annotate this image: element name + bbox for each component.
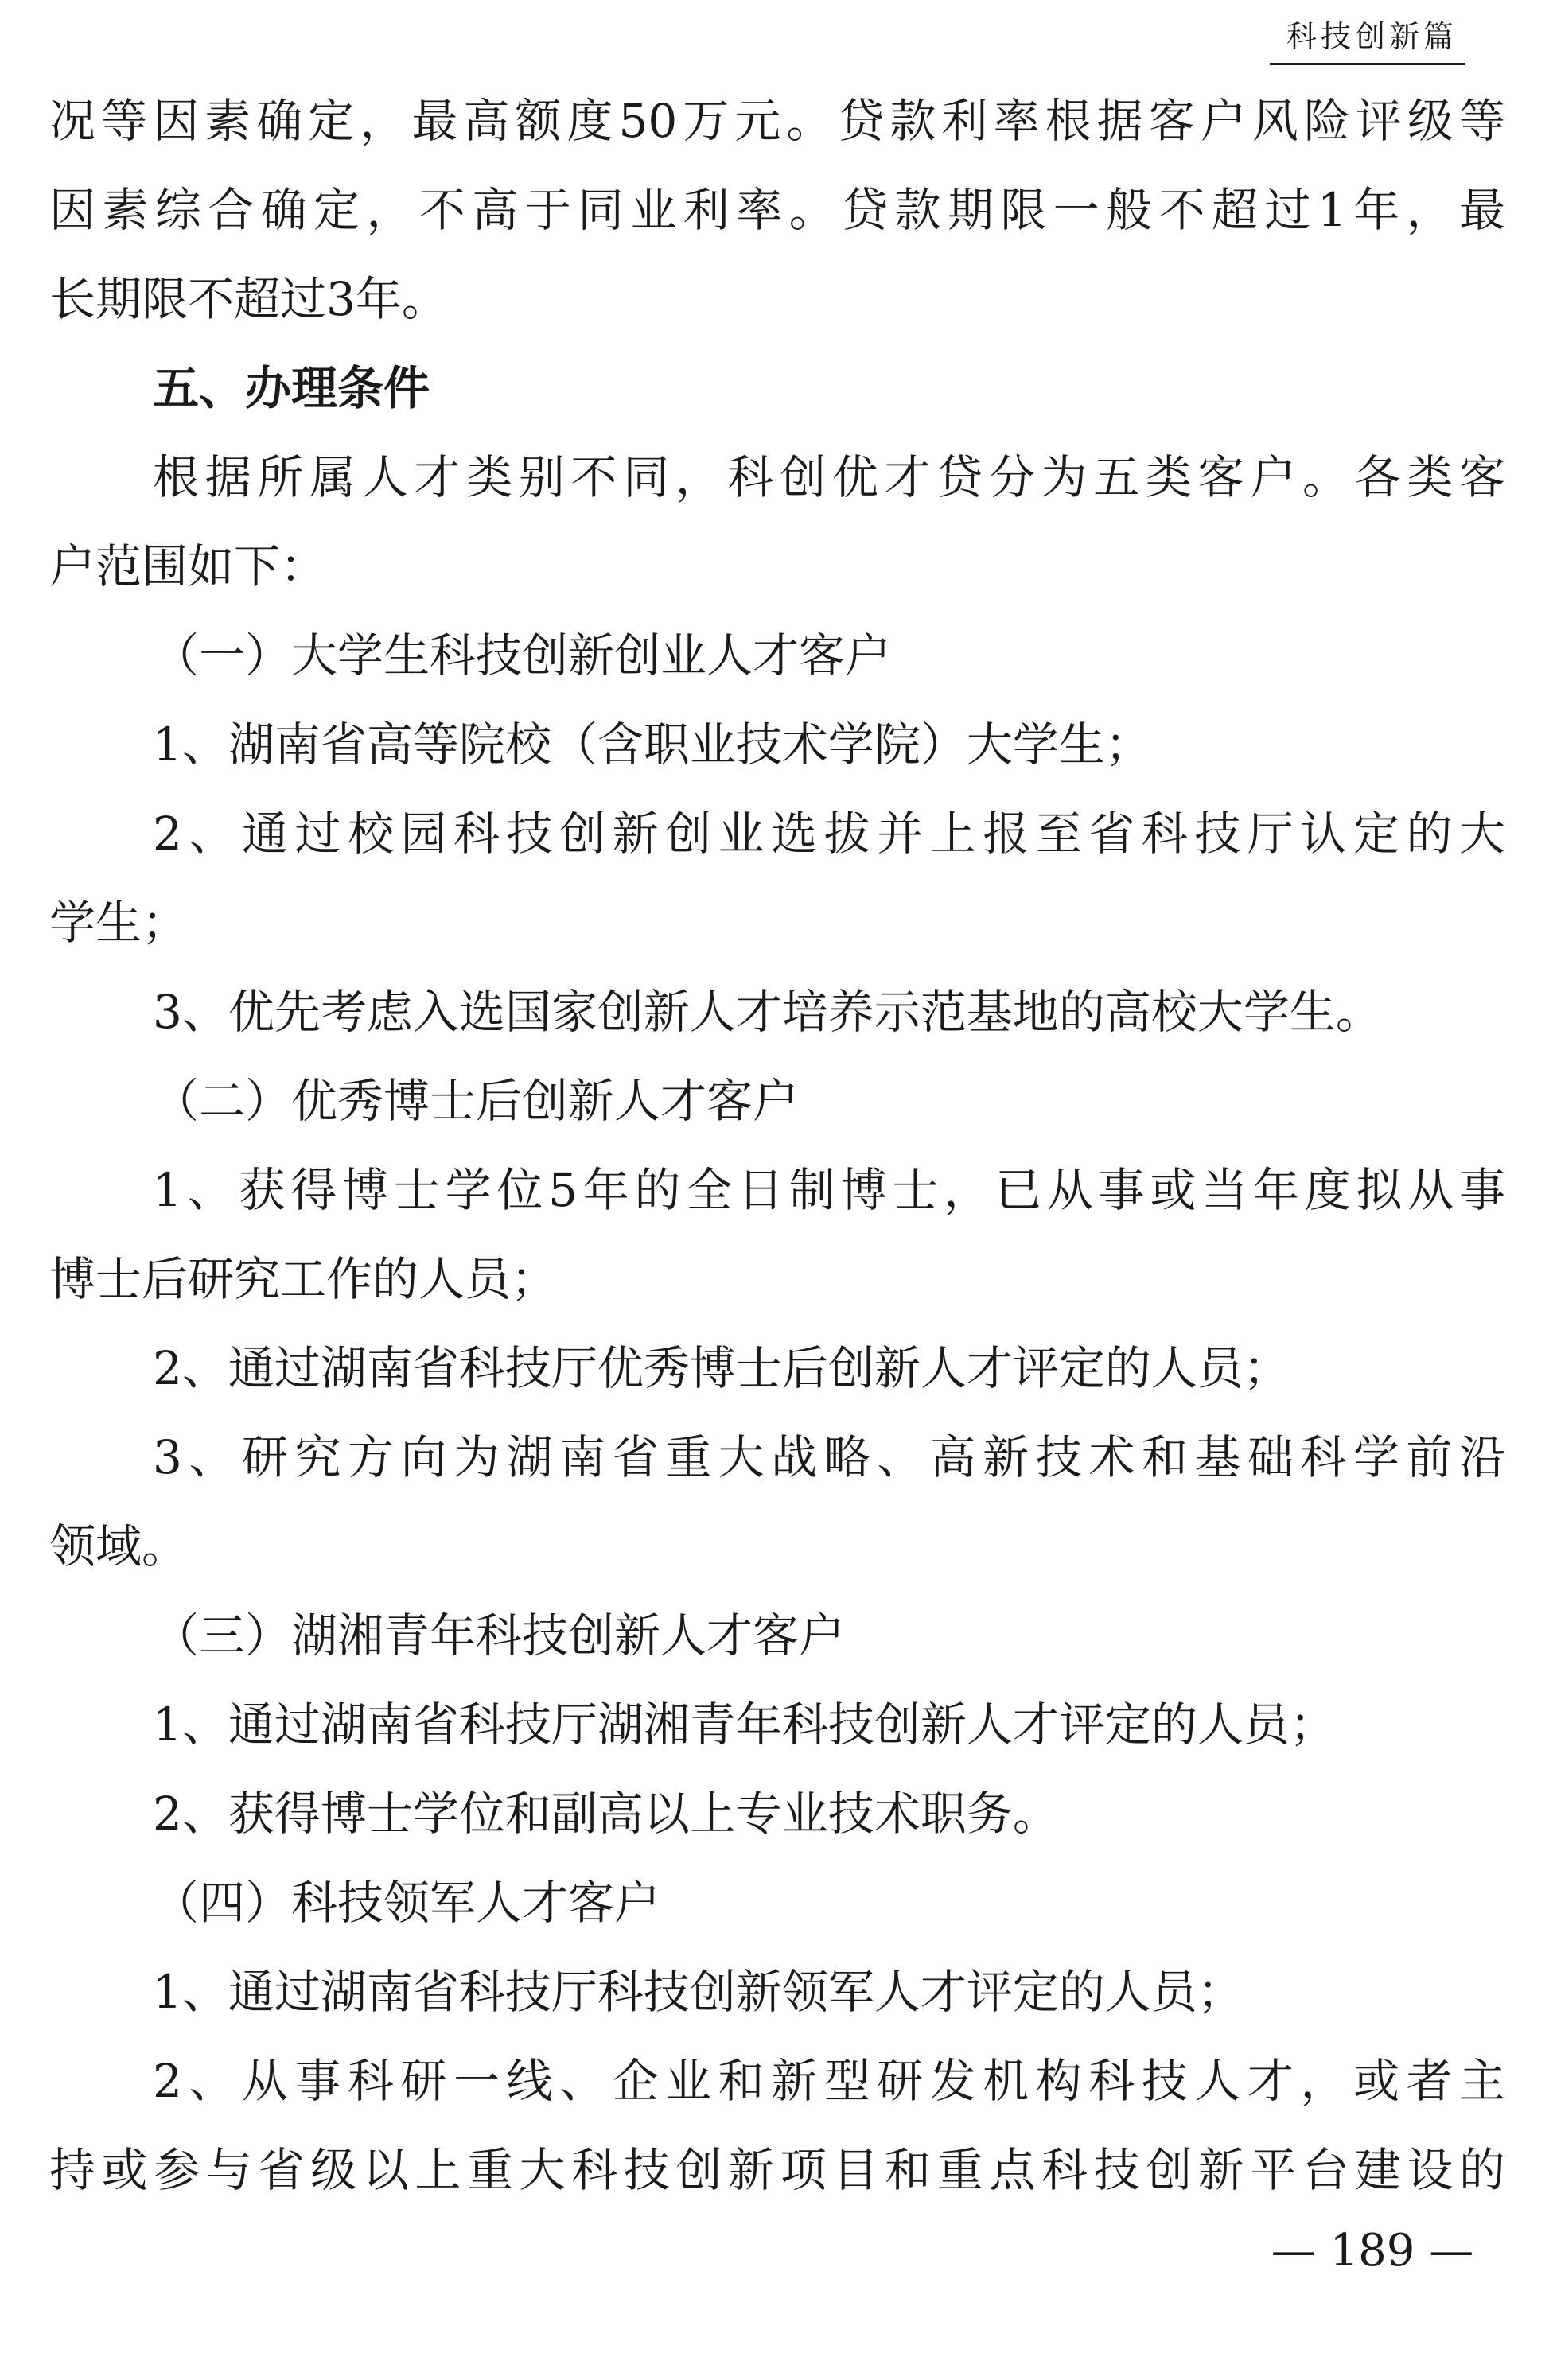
list-item: 1、湖南省高等院校（含职业技术学院）大学生；	[153, 718, 1151, 772]
list-item: 2、从事科研一线、企业和新型研发机构科技人才，或者主	[153, 2054, 1505, 2108]
body-line: 况等因素确定，最高额度50万元。贷款利率根据客户风险评级等	[49, 94, 1505, 148]
list-item-continuation: 领域。	[49, 1519, 189, 1573]
subsection-heading: （三）湖湘青年科技创新人才客户	[153, 1608, 846, 1662]
list-item-continuation: 学生；	[49, 896, 189, 950]
page-number: — 189 —	[1271, 2225, 1474, 2277]
list-item: 3、优先考虑入选国家创新人才培养示范基地的高校大学生。	[153, 985, 1382, 1039]
section-title: 科技创新篇	[1286, 19, 1458, 54]
list-item: 2、通过校园科技创新创业选拔并上报至省科技厅认定的大	[153, 807, 1505, 861]
list-item-continuation: 持或参与省级以上重大科技创新项目和重点科技创新平台建设的	[49, 2143, 1505, 2197]
body-line: 根据所属人才类别不同，科创优才贷分为五类客户。各类客	[153, 450, 1505, 504]
subsection-heading: （二）优秀博士后创新人才客户	[153, 1074, 800, 1128]
running-header	[1270, 16, 1465, 65]
list-item: 3、研究方向为湖南省重大战略、高新技术和基础科学前沿	[153, 1430, 1505, 1484]
section-heading: 五、办理条件	[153, 361, 430, 415]
body-line: 因素综合确定，不高于同业利率。贷款期限一般不超过1年，最	[49, 183, 1505, 237]
document-body	[49, 76, 1505, 2215]
list-item: 1、通过湖南省科技厅科技创新领军人才评定的人员；	[153, 1965, 1244, 2019]
list-item: 1、通过湖南省科技厅湖湘青年科技创新人才评定的人员；	[153, 1698, 1336, 1752]
list-item: 1、获得博士学位5年的全日制博士，已从事或当年度拟从事	[153, 1163, 1505, 1217]
subsection-heading: （一）大学生科技创新创业人才客户	[153, 628, 892, 682]
list-item: 2、获得博士学位和副高以上专业技术职务。	[153, 1787, 1059, 1841]
list-item-continuation: 博士后研究工作的人员；	[49, 1252, 558, 1306]
subsection-heading: （四）科技领军人才客户	[153, 1876, 661, 1930]
body-line: 户范围如下：	[49, 539, 327, 593]
list-item: 2、通过湖南省科技厅优秀博士后创新人才评定的人员；	[153, 1341, 1290, 1395]
body-line: 长期限不超过3年。	[49, 272, 448, 326]
